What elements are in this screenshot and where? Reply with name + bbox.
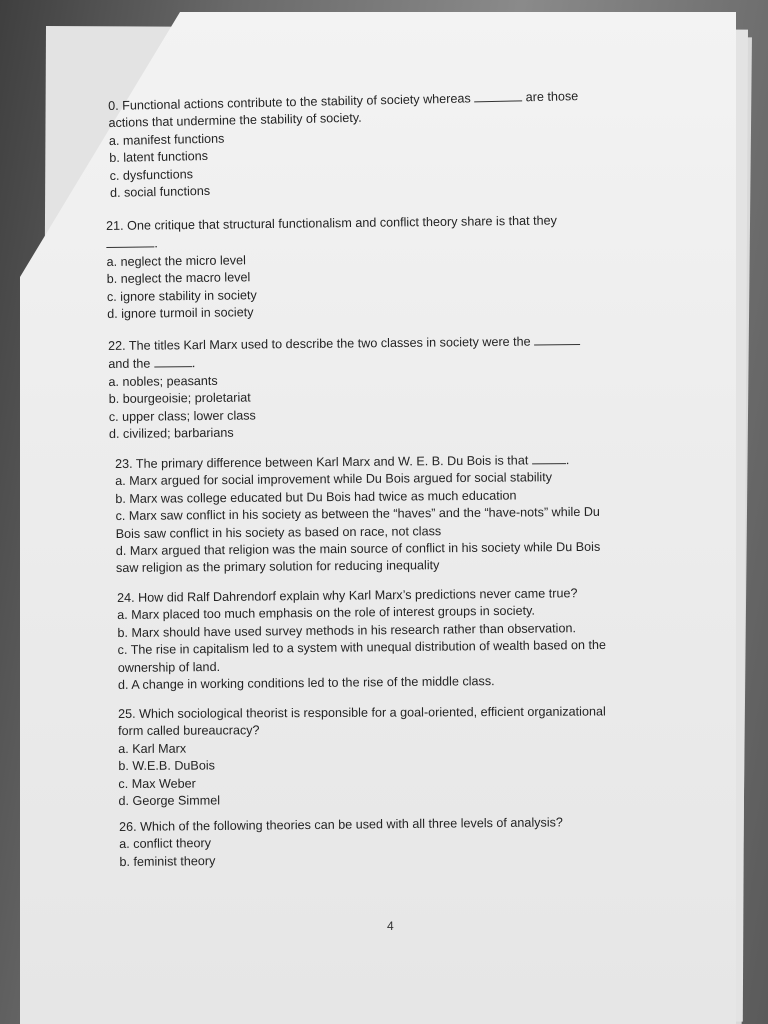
question-25-option-c: c. Max Weber [118,776,196,791]
question-22-option-b: b. bourgeoisie; proletariat [108,390,251,407]
question-21-stem: 21. One critique that structural functionalism and conflict theory share is that they [106,213,557,233]
question-20-option-d: d. social functions [109,183,211,201]
question-25 [118,703,606,810]
question-23-stem: 23. The primary difference between Karl Marx and W. E. B. Du Bois is that . [115,453,570,471]
question-20 [108,87,580,202]
answer-blank [154,355,192,368]
question-21-option-b: b. neglect the macro level [106,270,251,287]
question-22-stem-line2: and the . [108,356,196,372]
question-24-option-c: c. The rise in capitalism led to a system with unequal distribution of wealth based on the [117,638,607,658]
question-22-text: 22. The titles Karl Marx used to describe the two classes in society were the [108,334,531,353]
question-20-option-a: a. manifest functions [108,131,225,148]
question-24-option-b: b. Marx should have used survey methods in his research rather than observation. [117,621,577,640]
page-number: 4 [387,919,394,933]
question-20-option-b: b. latent functions [109,149,209,166]
question-22 [108,332,581,443]
question-25-stem-line2: form called bureaucracy? [118,723,260,739]
question-22-option-c: c. upper class; lower class [108,408,256,424]
question-22-option-d: d. civilized; barbarians [108,425,234,442]
question-20-stem-line2: actions that undermine the stability of society. [108,111,362,131]
answer-blank [474,88,522,102]
question-25-option-d: d. George Simmel [118,793,221,809]
question-22-text-line2: and the [108,356,151,372]
question-24-option-d: d. A change in working conditions led to the rise of the middle class. [117,674,495,693]
question-24-option-a: a. Marx placed too much emphasis on the role of interest groups in society. [117,604,535,623]
question-25-option-a: a. Karl Marx [118,741,187,756]
question-23-option-b: b. Marx was college educated but Du Bois had twice as much education [115,488,517,506]
question-20-text-a: 0. Functional actions contribute to the stability of society whereas [108,91,471,113]
question-26-option-a: a. conflict theory [119,836,212,852]
question-23-option-c: c. Marx saw conflict in his society as between the “haves” and the “have-nots” while Du [115,504,600,524]
question-20-option-c: c. dysfunctions [109,166,194,183]
question-22-option-a: a. nobles; peasants [108,373,218,389]
question-25-stem: 25. Which sociological theorist is responsible for a goal-oriented, efficient organizational [118,704,606,721]
answer-blank [106,235,154,249]
question-23-option-d-cont: saw religion as the primary solution for reducing inequality [115,558,440,576]
question-23-option-d: d. Marx argued that religion was the main source of conflict in his society while Du Bois [115,539,601,559]
answer-blank [534,332,580,345]
question-21-option-a: a. neglect the micro level [106,253,246,269]
question-24-stem: 24. How did Ralf Dahrendorf explain why Karl Marx’s predictions never came true? [117,586,578,605]
question-25-option-b: b. W.E.B. DuBois [118,758,215,774]
question-26 [119,814,563,871]
question-24 [117,585,606,695]
question-20-text-b: are those [525,89,579,105]
question-21-option-c: c. ignore stability in society [106,287,257,304]
question-21 [106,212,558,323]
question-26-stem: 26. Which of the following theories can be used with all three levels of analysis? [119,815,563,834]
question-26-option-b: b. feminist theory [119,853,216,869]
question-21-period: . [154,236,158,251]
question-23-text: 23. The primary difference between Karl Marx and W. E. B. Du Bois is that [115,453,529,471]
question-23-option-a: a. Marx argued for social improvement while Du Bois argued for social stability [115,470,553,489]
answer-blank [532,451,566,464]
question-23-option-c-cont: Bois saw conflict in his society as based on race, not class [115,523,442,541]
question-24-option-c-cont: ownership of land. [117,659,221,675]
question-23 [115,451,600,578]
question-21-option-d: d. ignore turmoil in society [107,305,254,322]
